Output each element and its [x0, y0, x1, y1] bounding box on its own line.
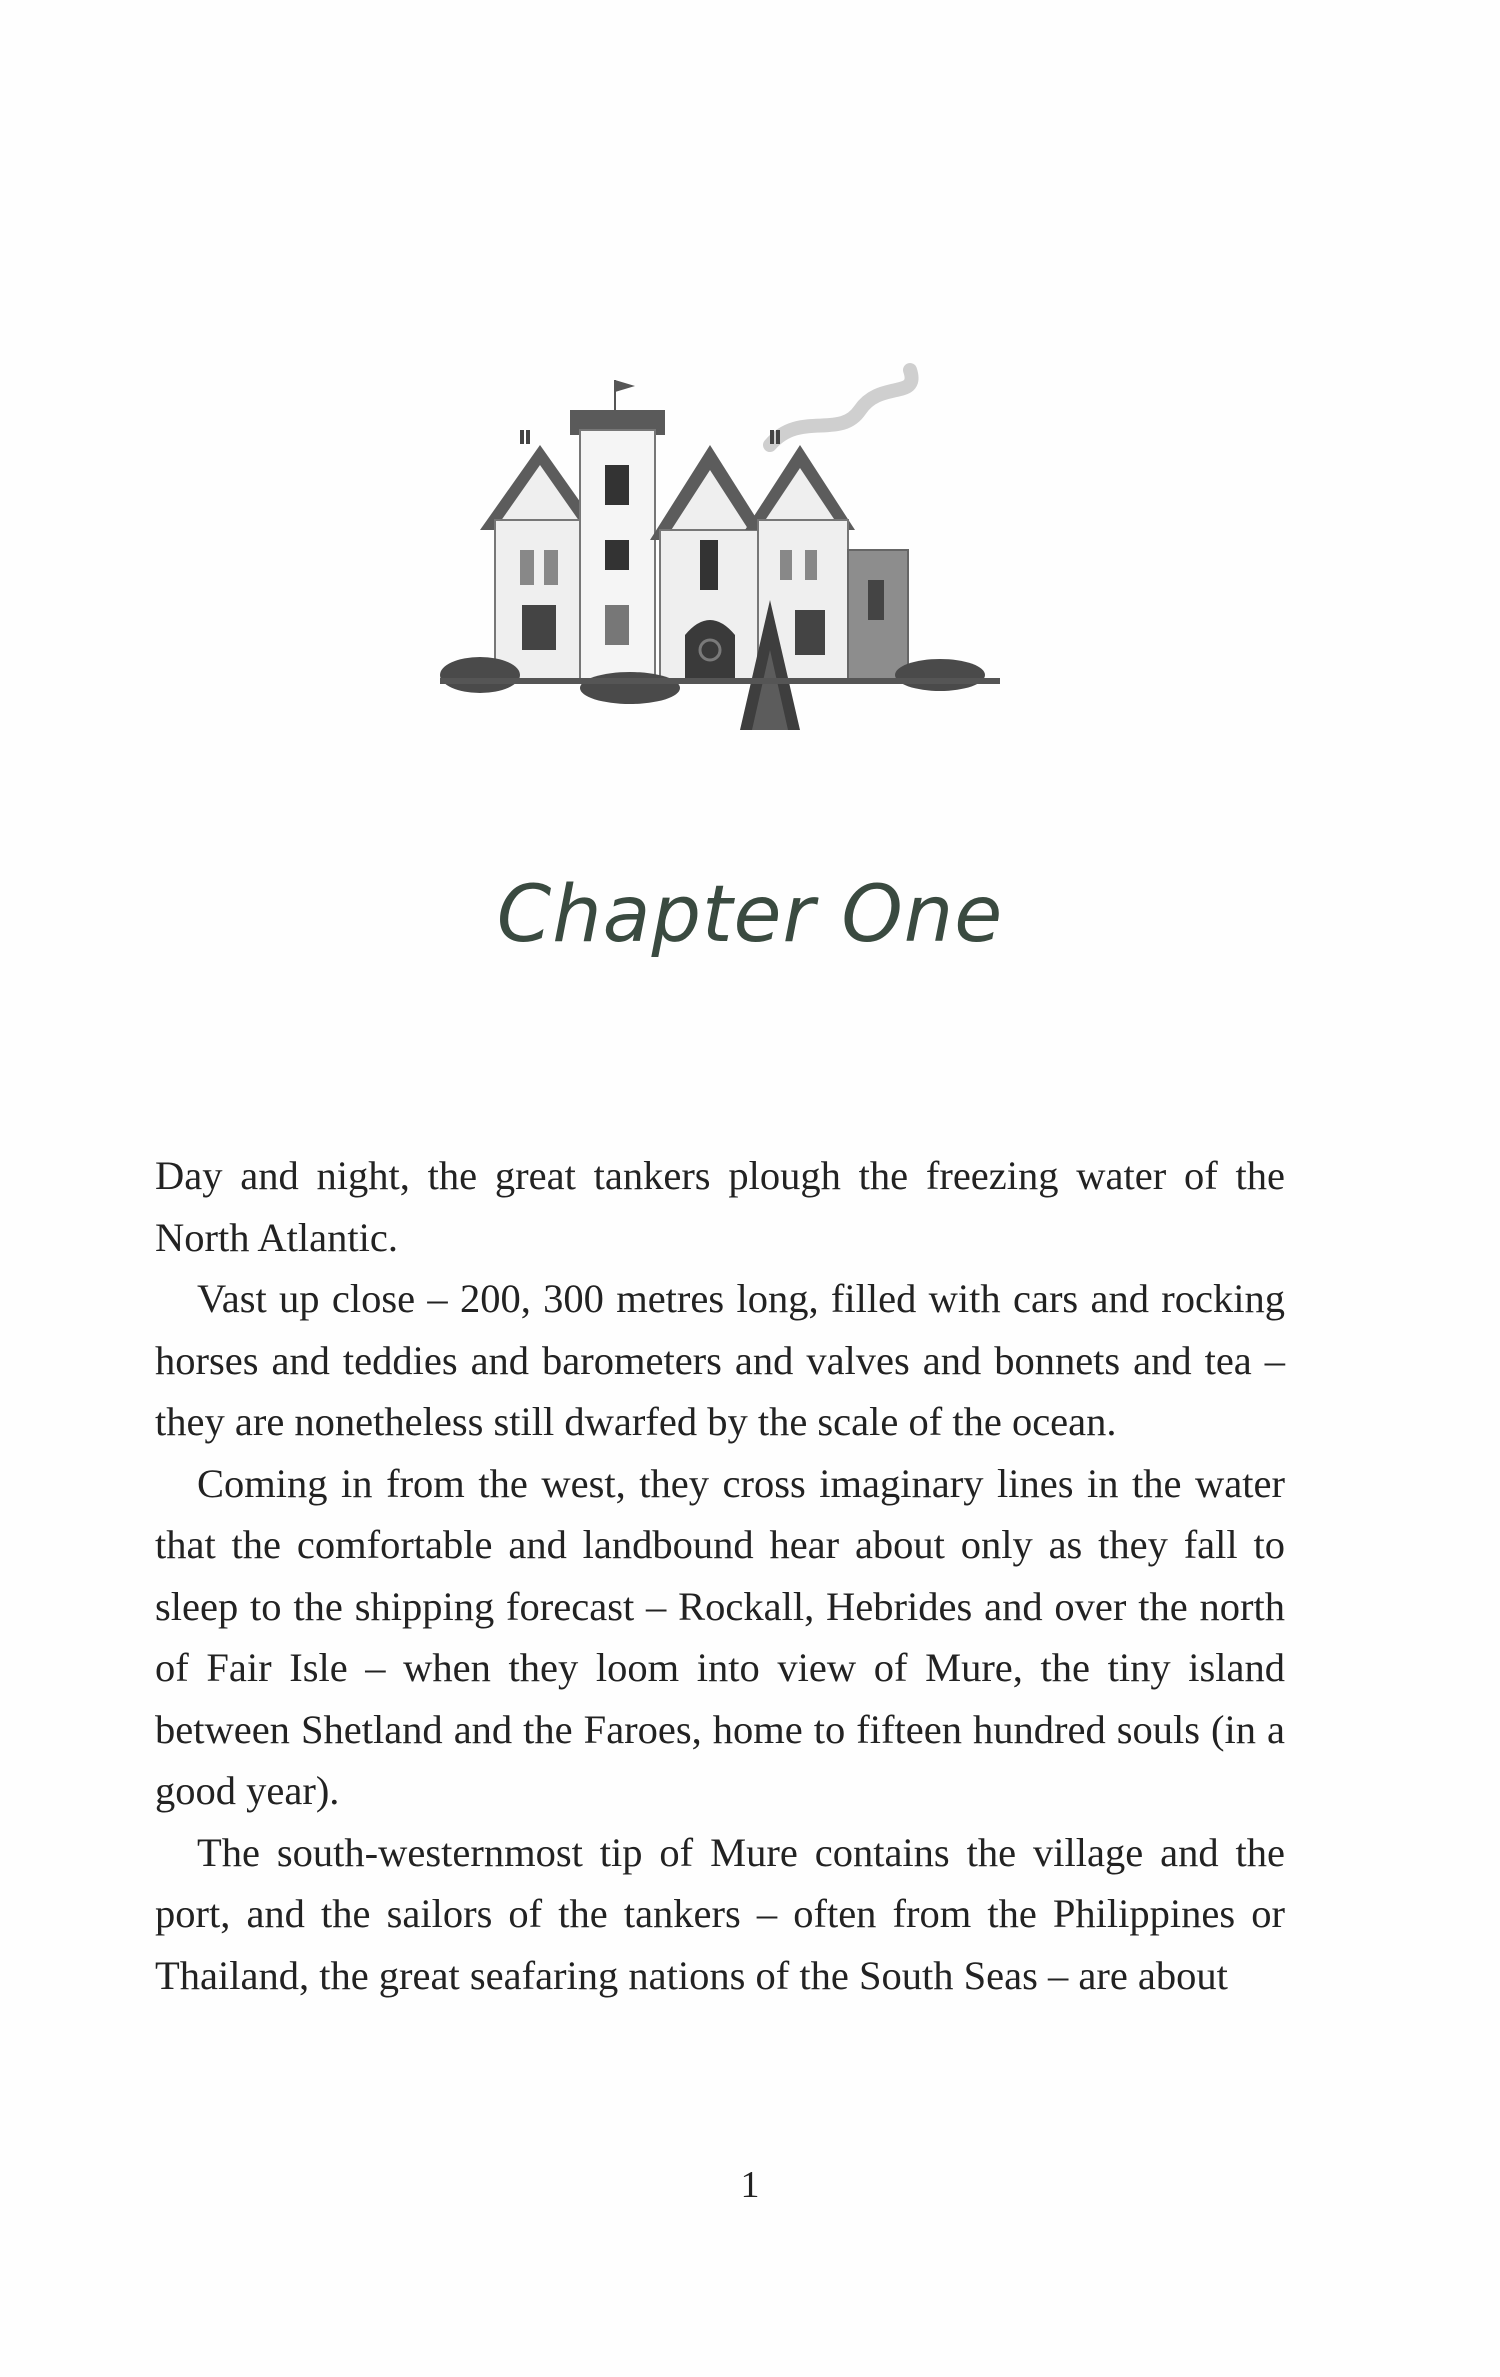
chapter-title: Chapter One — [496, 870, 1004, 960]
paragraph: Vast up close – 200, 300 metres long, filled with cars and rocking horses and teddies and barometers and valves and bonnets and tea – they are nonetheless still dwarfed by the scale of the ocean. — [155, 1276, 1285, 1444]
paragraph: Day and night, the great tankers plough the freezing water of the North Atlantic. — [155, 1153, 1285, 1260]
body-text — [155, 1145, 1285, 2006]
page-number: 1 — [740, 2164, 760, 2206]
paragraph: The south-westernmost tip of Mure contains the village and the port, and the sailors of the tankers – often from the Philippines or Thailand, the great seafaring nations of the South Seas – are about — [155, 1829, 1285, 1998]
paragraph: Coming in from the west, they cross imaginary lines in the water that the comfortable and landbound hear about only as they fall to sleep to the shipping forecast – Rockall, Hebrides and over the north of Fair Isle – when they loom into view of Mure, the tiny island between Shetland and the Faroes, home to fifteen hundred souls (in a good year). — [155, 1460, 1285, 1813]
manor-house-icon — [440, 350, 1000, 730]
